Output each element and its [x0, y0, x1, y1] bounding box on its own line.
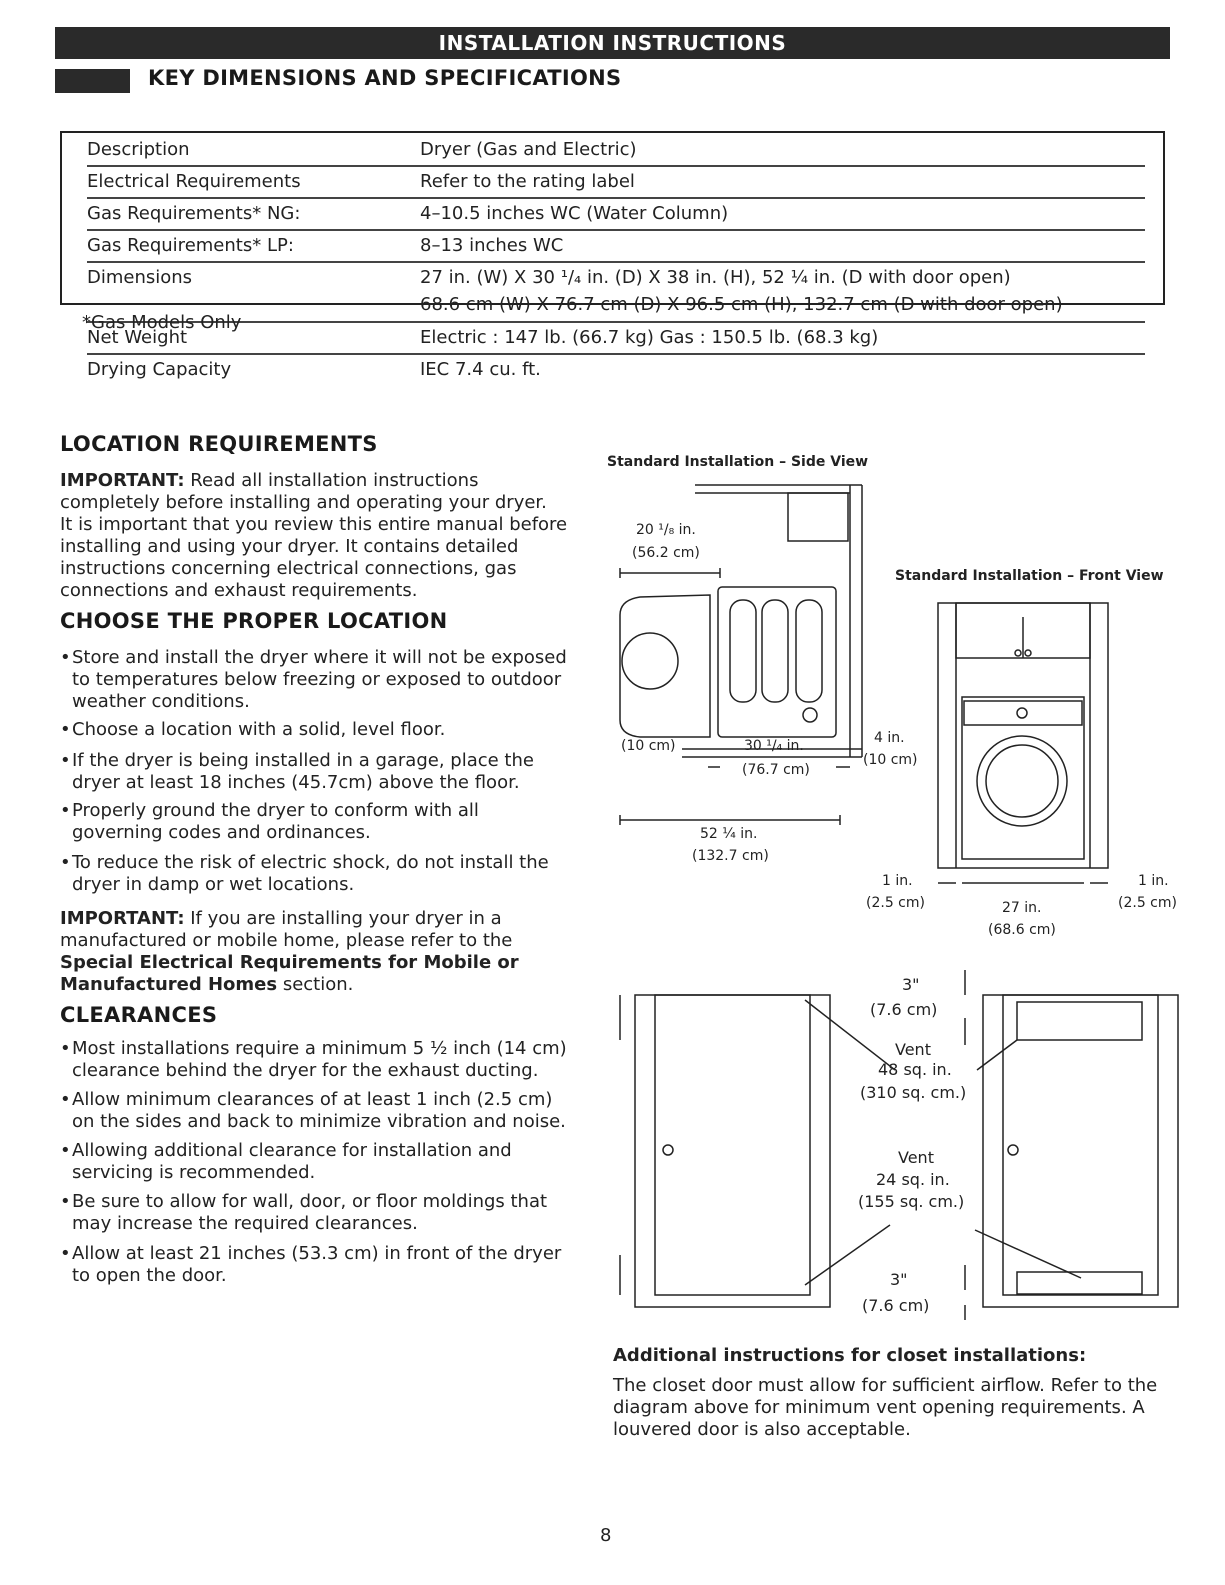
important-text: completely before installing and operating your dryer.: [60, 492, 547, 513]
notes-line: The closet door must allow for sufficient airflow. Refer to the: [613, 1375, 1158, 1396]
upper-cabinet: [788, 493, 848, 541]
front-view-diagram: [930, 595, 1120, 905]
list-item: • Most installations require a minimum 5 ½ inch (14 cm) clearance behind the dryer for the exhaust ducting.: [60, 1038, 567, 1081]
note-link-text: Special Electrical Requirements for Mobile or: [60, 952, 519, 973]
spec-value: IEC 7.4 cu. ft.: [420, 359, 541, 380]
dim-label: (132.7 cm): [692, 848, 769, 864]
note-text: manufactured or mobile home, please refer to the: [60, 930, 513, 951]
footnote: *Gas Models Only: [82, 312, 242, 333]
list-item: • Choose a location with a solid, level floor.: [60, 719, 446, 740]
vent-top: [1017, 1002, 1142, 1040]
closet-door-front: [983, 995, 1178, 1307]
list-item: • To reduce the risk of electric shock, do not install the dryer in damp or wet locations.: [60, 852, 549, 895]
list-item-text: may increase the required clearances.: [72, 1213, 418, 1234]
list-item-text: Properly ground the dryer to conform with all: [72, 800, 479, 821]
dim-label: 3": [902, 975, 920, 994]
closet-notes-heading: Additional instructions for closet installations:: [613, 1345, 1087, 1366]
dim-label: 20 ¹/₈ in.: [636, 522, 696, 538]
closet-notes-text: [613, 1375, 1173, 1441]
spec-row: [87, 359, 1145, 385]
closet-door-side: [635, 995, 830, 1307]
spec-value: 8–13 inches WC: [420, 235, 564, 256]
important-text: installing and using your dryer. It contains detailed: [60, 536, 519, 557]
dryer-door: [977, 736, 1067, 826]
list-item-text: To reduce the risk of electric shock, do not install the: [72, 852, 549, 873]
clearances-heading: CLEARANCES: [60, 1003, 218, 1027]
list-item: • Allow at least 21 inches (53.3 cm) in front of the dryer to open the door.: [60, 1243, 562, 1286]
list-item: • Be sure to allow for wall, door, or floor moldings that may increase the required clearances.: [60, 1191, 548, 1234]
location-important: [60, 470, 600, 602]
dim-label: 1 in.: [882, 873, 913, 889]
important-text: Read all installation instructions: [184, 470, 479, 491]
spec-row: [87, 235, 1145, 263]
front-view-caption: Standard Installation – Front View: [895, 568, 1164, 584]
dim-label: (10 cm): [863, 752, 918, 768]
spec-row: [87, 139, 1145, 167]
list-item: • Properly ground the dryer to conform with all governing codes and ordinances.: [60, 800, 479, 843]
notes-line: louvered door is also acceptable.: [613, 1419, 911, 1440]
vent-area-metric: (155 sq. cm.): [858, 1192, 965, 1211]
important-label: IMPORTANT:: [60, 470, 185, 491]
spec-label: Electrical Requirements: [87, 171, 301, 192]
vent-area: 24 sq. in.: [876, 1170, 950, 1189]
spec-value: 4–10.5 inches WC (Water Column): [420, 203, 729, 224]
list-item-text: If the dryer is being installed in a garage, place the: [72, 750, 534, 771]
choose-location-heading: CHOOSE THE PROPER LOCATION: [60, 609, 448, 633]
dim-label: (10 cm): [621, 738, 676, 754]
dim-label: 4 in.: [874, 730, 905, 746]
list-item-text: clearance behind the dryer for the exhaust ducting.: [72, 1060, 539, 1081]
dim-label: 52 ¼ in.: [700, 826, 758, 842]
list-item-text: Allowing additional clearance for installation and: [72, 1140, 512, 1161]
page-number: 8: [600, 1525, 612, 1546]
spec-row: [87, 203, 1145, 231]
list-item: • If the dryer is being installed in a garage, place the dryer at least 18 inches (45.7cm) above the floor.: [60, 750, 534, 793]
spec-label: Gas Requirements* NG:: [87, 203, 301, 224]
location-heading: LOCATION REQUIREMENTS: [60, 432, 378, 456]
list-item-text: governing codes and ordinances.: [72, 822, 371, 843]
spec-value: Dryer (Gas and Electric): [420, 139, 637, 160]
important-text: connections and exhaust requirements.: [60, 580, 418, 601]
dim-label: (2.5 cm): [866, 895, 925, 911]
list-item-text: dryer at least 18 inches (45.7cm) above the floor.: [72, 772, 520, 793]
dim-label: (76.7 cm): [742, 762, 810, 778]
list-item-text: weather conditions.: [72, 691, 250, 712]
list-item-text: to temperatures below freezing or exposed to outdoor: [72, 669, 562, 690]
vent-area: 48 sq. in.: [878, 1060, 952, 1079]
dryer-control-panel: [964, 701, 1082, 725]
spec-row: [87, 171, 1145, 199]
section-header: INSTALLATION INSTRUCTIONS: [55, 27, 1170, 59]
list-item-text: servicing is recommended.: [72, 1162, 316, 1183]
list-item-text: Be sure to allow for wall, door, or floor moldings that: [72, 1191, 548, 1212]
spec-label: Net Weight: [87, 327, 188, 348]
dryer-door-open: [620, 595, 710, 737]
dryer-front: [962, 697, 1084, 859]
list-item-text: Choose a location with a solid, level floor.: [72, 719, 446, 740]
spec-label: Dimensions: [87, 267, 193, 288]
vent-area-metric: (310 sq. cm.): [860, 1083, 967, 1102]
note-text: section.: [277, 974, 354, 995]
list-item-text: Allow minimum clearances of at least 1 inch (2.5 cm): [72, 1089, 553, 1110]
list-item-text: Store and install the dryer where it will not be exposed: [72, 647, 567, 668]
list-item: • Allowing additional clearance for installation and servicing is recommended.: [60, 1140, 512, 1183]
spec-label: Gas Requirements* LP:: [87, 235, 294, 256]
spec-value: 27 in. (W) X 30 ¹/₄ in. (D) X 38 in. (H), 52 ¼ in. (D with door open): [420, 267, 1011, 288]
dim-label: (7.6 cm): [870, 1000, 938, 1019]
note-text: If you are installing your dryer in a: [184, 908, 502, 929]
dim-label: 3": [890, 1270, 908, 1289]
notes-line: diagram above for minimum vent opening requirements. A: [613, 1397, 1145, 1418]
mobile-home-note: [60, 908, 600, 996]
list-item-text: to open the door.: [72, 1265, 227, 1286]
subheading: KEY DIMENSIONS AND SPECIFICATIONS: [148, 66, 622, 90]
spec-row: [87, 327, 1145, 355]
list-item-text: Allow at least 21 inches (53.3 cm) in front of the dryer: [72, 1243, 562, 1264]
dim-label: 27 in.: [1002, 900, 1042, 916]
dim-label: (2.5 cm): [1118, 895, 1177, 911]
list-item: • Allow minimum clearances of at least 1 inch (2.5 cm) on the sides and back to minimize vibration and noise.: [60, 1089, 566, 1132]
vent-label: Vent: [895, 1040, 931, 1059]
spec-value: Refer to the rating label: [420, 171, 635, 192]
list-item-text: Most installations require a minimum 5 ½ inch (14 cm): [72, 1038, 567, 1059]
dim-label: (68.6 cm): [988, 922, 1056, 938]
spec-value-metric: 68.6 cm (W) X 76.7 cm (D) X 96.5 cm (H), 132.7 cm (D with door open): [420, 294, 1063, 315]
dim-label: (56.2 cm): [632, 545, 700, 561]
important-text: It is important that you review this entire manual before: [60, 514, 568, 535]
list-item: • Store and install the dryer where it will not be exposed to temperatures below freezing or exposed to outdoor weather conditions.: [60, 647, 567, 712]
spec-label: Drying Capacity: [87, 359, 232, 380]
important-text: instructions concerning electrical connections, gas: [60, 558, 517, 579]
side-view-caption: Standard Installation – Side View: [607, 454, 869, 470]
important-label: IMPORTANT:: [60, 908, 185, 929]
dim-label: 30 ¹/₄ in.: [744, 738, 804, 754]
spec-row: [87, 267, 1145, 323]
list-item-text: dryer in damp or wet locations.: [72, 874, 355, 895]
spec-value: Electric : 147 lb. (66.7 kg) Gas : 150.5 lb. (68.3 kg): [420, 327, 879, 348]
dim-label: 1 in.: [1138, 873, 1169, 889]
dryer-body: [718, 587, 836, 737]
note-link-text: Manufactured Homes: [60, 974, 278, 995]
vent-label: Vent: [898, 1148, 934, 1167]
spec-label: Description: [87, 139, 190, 160]
subheading-marker: [55, 69, 130, 93]
dim-label: (7.6 cm): [862, 1296, 930, 1315]
vent-bottom: [1017, 1272, 1142, 1294]
list-item-text: on the sides and back to minimize vibration and noise.: [72, 1111, 566, 1132]
